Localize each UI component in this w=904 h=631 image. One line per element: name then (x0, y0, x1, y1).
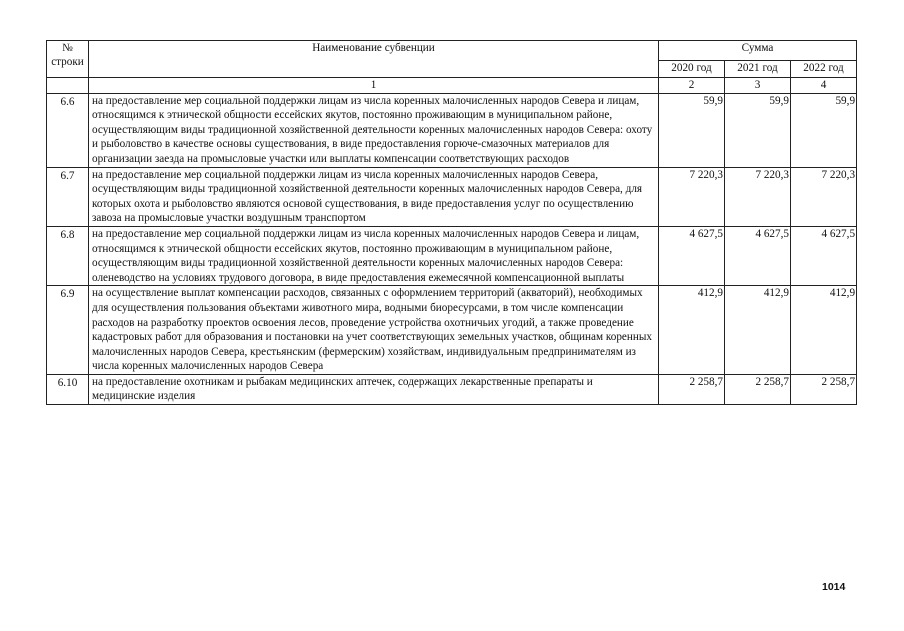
row-no-header (47, 41, 89, 78)
value-2022: 7 220,3 (791, 167, 857, 226)
row-number: 6.8 (47, 226, 89, 285)
col-number-empty (47, 78, 89, 94)
sum-header: Сумма (659, 41, 857, 61)
subventions-table (46, 40, 857, 405)
table-row (47, 93, 857, 167)
value-2020: 2 258,7 (659, 374, 725, 404)
value-2022: 2 258,7 (791, 374, 857, 404)
row-number: 6.10 (47, 374, 89, 404)
col-number-2: 2 (659, 78, 725, 94)
value-2020: 7 220,3 (659, 167, 725, 226)
value-2020: 4 627,5 (659, 226, 725, 285)
table-row (47, 226, 857, 285)
row-description: на предоставление охотникам и рыбакам медицинских аптечек, содержащих лекарственные препараты и медицинские изделия (89, 374, 659, 404)
page-number: 1014 (822, 581, 846, 593)
col-number-1: 1 (89, 78, 659, 94)
value-2021: 2 258,7 (725, 374, 791, 404)
year-header-2021: 2021 год (725, 61, 791, 78)
column-number-row (47, 78, 857, 94)
header-row-1 (47, 41, 857, 61)
row-no-label-line2: строки (51, 56, 84, 68)
table-row (47, 374, 857, 404)
table-row (47, 286, 857, 375)
year-header-2020: 2020 год (659, 61, 725, 78)
row-description: на предоставление мер социальной поддержки лицам из числа коренных малочисленных народов Севера и лицам, относящимся к этнической общности ессейских якутов, постоянно проживающим в муниципальном районе, осуществляющим виды традиционной хозяйственной деятельности коренных малочисленных народов Севера: оленеводство на условиях трудового договора, в виде предоставления ежемесячной компенсационной выплаты (89, 226, 659, 285)
name-header: Наименование субвенции (89, 41, 659, 78)
value-2022: 59,9 (791, 93, 857, 167)
row-description: на осуществление выплат компенсации расходов, связанных с оформлением территорий (акваторий), необходимых для осуществления пользования объектами животного мира, водными биоресурсами, в том числе компенсации расходов на разработку проектов освоения лесов, проведение устройства охотничьих угодий, а также проведение кадастровых работ для образования и постановки на учет соответствующих земельных участков, общинам коренных малочисленных народов Севера, крестьянским (фермерским) хозяйствам, индивидуальным предпринимателям из числа коренных малочисленных народов Севера (89, 286, 659, 375)
col-number-3: 3 (725, 78, 791, 94)
table-row (47, 167, 857, 226)
value-2021: 4 627,5 (725, 226, 791, 285)
row-description: на предоставление мер социальной поддержки лицам из числа коренных малочисленных народов Севера, осуществляющим виды традиционной хозяйственной деятельности коренных малочисленных народов Севера, для которых охота и рыболовство являются основой существования, в виде предоставления услуг по осуществлению завоза на промысловые участки воздушным транспортом (89, 167, 659, 226)
row-number: 6.7 (47, 167, 89, 226)
year-header-2022: 2022 год (791, 61, 857, 78)
row-number: 6.6 (47, 93, 89, 167)
value-2021: 59,9 (725, 93, 791, 167)
value-2020: 59,9 (659, 93, 725, 167)
row-number: 6.9 (47, 286, 89, 375)
col-number-4: 4 (791, 78, 857, 94)
row-description: на предоставление мер социальной поддержки лицам из числа коренных малочисленных народов Севера и лицам, относящимся к этнической общности ессейских якутов, постоянно проживающим в муниципальном районе, осуществляющим виды традиционной хозяйственной деятельности коренных малочисленных народов Севера: охоту и рыболовство в качестве основы существования, в виде предоставления горюче-смазочных материалов для организации заезда на промысловые участки или выплаты компенсации соответствующих расходов (89, 93, 659, 167)
value-2021: 7 220,3 (725, 167, 791, 226)
value-2021: 412,9 (725, 286, 791, 375)
value-2020: 412,9 (659, 286, 725, 375)
value-2022: 4 627,5 (791, 226, 857, 285)
row-no-label-line1: № (62, 42, 73, 54)
value-2022: 412,9 (791, 286, 857, 375)
